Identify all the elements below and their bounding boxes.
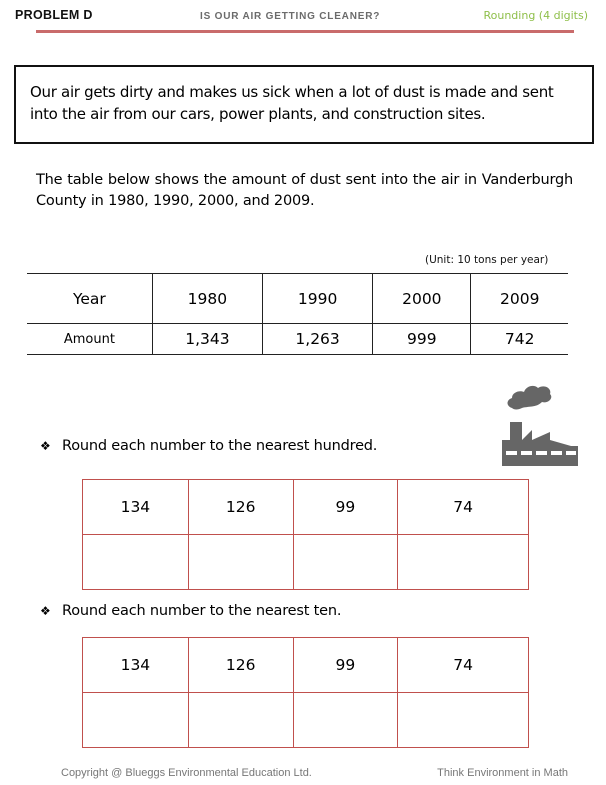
answer-row [83,535,529,590]
answer-table-ten [82,637,529,748]
answer-cell[interactable] [83,535,189,590]
year-cell: 1990 [263,274,373,324]
factory-icon [500,378,580,466]
value-cell: 126 [188,638,293,693]
diamond-bullet-icon: ❖ [40,439,51,453]
amount-cell: 999 [373,324,471,355]
amount-cell: 742 [471,324,568,355]
amount-cell: 1,343 [152,324,262,355]
row-label-amount: Amount [27,324,152,355]
row-label-year: Year [27,274,152,324]
worksheet-title: IS OUR AIR GETTING CLEANER? [200,11,381,22]
answer-cell[interactable] [293,535,398,590]
intro-text: Our air gets dirty and makes us sick when a lot of dust is made and sent into the air from our cars, power plants, and construction sites. [30,83,554,123]
header-divider [36,30,574,33]
answer-cell[interactable] [293,693,398,748]
question-ten [40,603,341,619]
value-cell: 99 [293,638,398,693]
answer-cell[interactable] [188,535,293,590]
value-row [83,480,529,535]
value-cell: 99 [293,480,398,535]
footer-copyright: Copyright @ Blueggs Environmental Education Ltd. [61,767,312,779]
question-prompt: Round each number to the nearest ten. [62,603,342,619]
dust-table [27,273,568,355]
year-row [27,274,568,324]
value-cell: 134 [83,480,189,535]
topic-label: Rounding (4 digits) [483,9,588,22]
answer-row [83,693,529,748]
diamond-bullet-icon: ❖ [40,604,51,618]
amount-cell: 1,263 [263,324,373,355]
answer-table-hundred [82,479,529,590]
table-description: The table below shows the amount of dust sent into the air in Vanderburgh County in 1980, 1990, 2000, and 2009. [36,172,573,209]
amount-row [27,324,568,355]
value-row [83,638,529,693]
year-cell: 1980 [152,274,262,324]
value-cell: 74 [398,638,529,693]
answer-cell[interactable] [188,693,293,748]
value-cell: 74 [398,480,529,535]
year-cell: 2009 [471,274,568,324]
answer-cell[interactable] [398,693,529,748]
footer-tagline: Think Environment in Math [437,767,568,779]
value-cell: 134 [83,638,189,693]
question-prompt: Round each number to the nearest hundred. [62,438,378,454]
value-cell: 126 [188,480,293,535]
question-hundred [40,438,377,454]
intro-box [14,65,594,144]
year-cell: 2000 [373,274,471,324]
answer-cell[interactable] [83,693,189,748]
unit-note: (Unit: 10 tons per year) [425,254,549,266]
answer-cell[interactable] [398,535,529,590]
problem-label: PROBLEM D [15,8,93,22]
